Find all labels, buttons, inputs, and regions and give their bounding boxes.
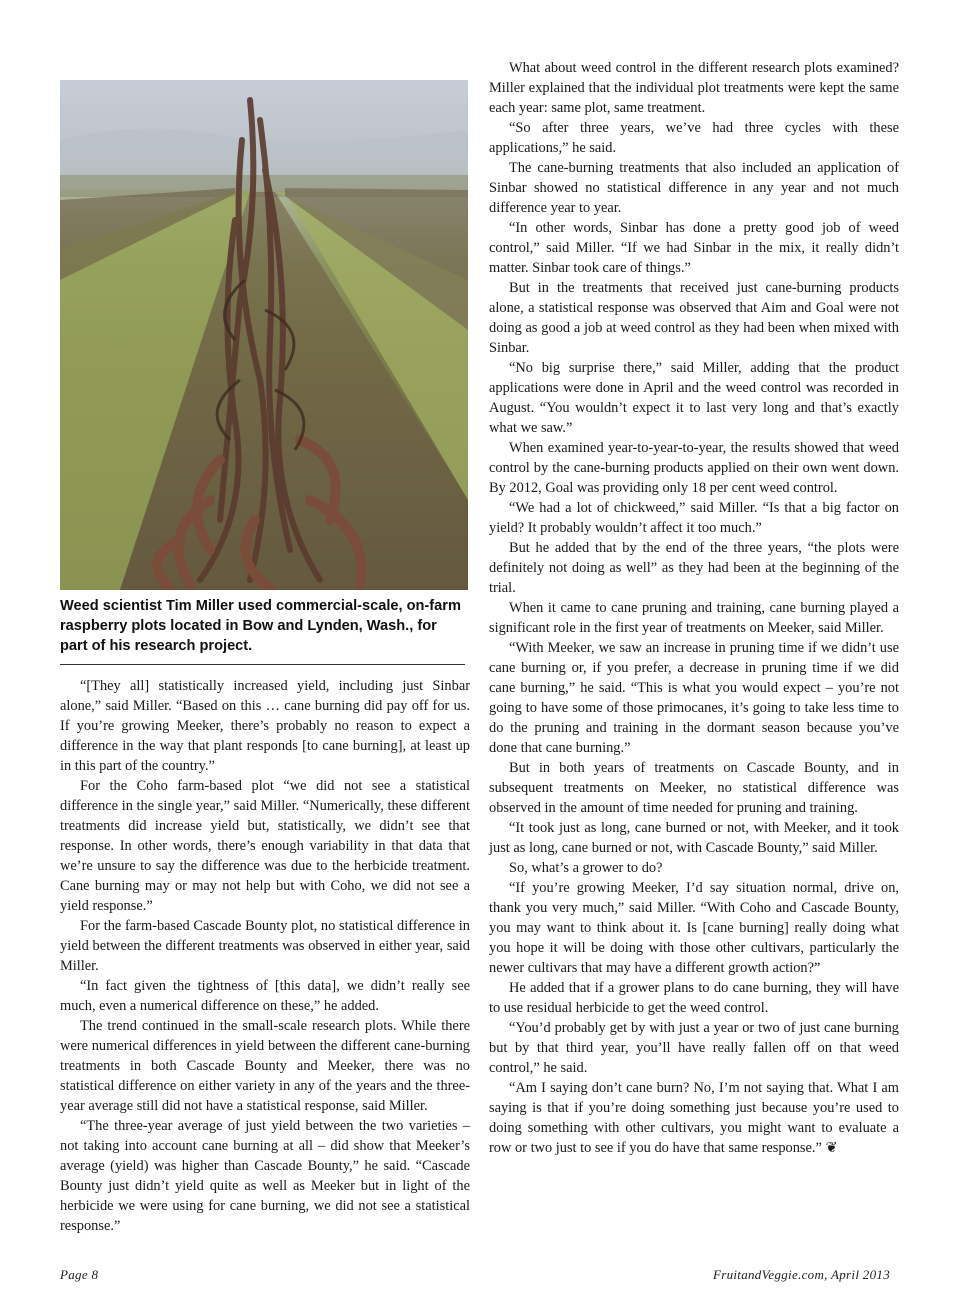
paragraph: “Am I saying don’t cane burn? No, I’m not saying that. What I am saying is that if you’re doing something just because you’re used to doing something with other cultivars, you might want to evaluate a row or two just to see if you do have that same response.” ❦ xyxy=(489,1080,899,1156)
paragraph: But in both years of treatments on Cascade Bounty, and in subsequent treatments on Meeker, no statistical difference was observed in the amount of time needed for pruning and training. xyxy=(489,760,899,816)
photo-caption: Weed scientist Tim Miller used commercial-scale, on-farm raspberry plots located in Bow and Lynden, Wash., for part of his research project. xyxy=(60,598,461,654)
left-column xyxy=(60,676,470,1236)
paragraph: “It took just as long, cane burned or not, with Meeker, and it took just as long, cane burned or not, with Cascade Bounty,” said Miller. xyxy=(489,820,899,856)
paragraph: “So after three years, we’ve had three cycles with these applications,” he said. xyxy=(489,120,899,156)
paragraph: The trend continued in the small-scale research plots. While there were numerical differences in yield between the different cane-burning treatments in both Cascade Bounty and Meeker, there was no statistical difference on either variety in any of the years and the three-year average still did not have a statistical response, said Miller. xyxy=(60,1018,470,1114)
paragraph: When it came to cane pruning and training, cane burning played a significant role in the first year of treatments on Meeker, said Miller. xyxy=(489,600,899,636)
paragraph: So, what’s a grower to do? xyxy=(509,860,663,876)
paragraph: “In fact given the tightness of [this data], we didn’t really see much, even a numerical difference on these,” he added. xyxy=(60,978,470,1014)
paragraph: “In other words, Sinbar has done a pretty good job of weed control,” said Miller. “If we had Sinbar in the mix, it really didn’t matter. Sinbar took care of things.” xyxy=(489,220,899,276)
paragraph: “[They all] statistically increased yield, including just Sinbar alone,” said Miller. “Based on this … cane burning did pay off for us. If you’re growing Meeker, there’s probably no reason to expect a difference in the way that plant responds [to cane burning], at least up in this part of the country.” xyxy=(60,678,470,774)
paragraph: “With Meeker, we saw an increase in pruning time if we didn’t use cane burning or, if you prefer, a decrease in pruning time if we did cane burning,” he said. “This is what you would expect – you’re not going to have some of those primocanes, it’s going to take less time to do the pruning and training in the dormant season because you’ve done that cane burning.” xyxy=(489,640,899,756)
paragraph: What about weed control in the different research plots examined? Miller explained that the individual plot treatments were kept the same each year: same plot, same treatment. xyxy=(489,60,899,116)
paragraph: For the farm-based Cascade Bounty plot, no statistical difference in yield between the different treatments was observed in either year, said Miller. xyxy=(60,918,470,974)
paragraph: “You’d probably get by with just a year or two of just cane burning but by that third year, you’ll have really fallen off on that weed control,” he said. xyxy=(489,1020,899,1076)
paragraph: “If you’re growing Meeker, I’d say situation normal, drive on, thank you very much,” said Miller. “With Coho and Cascade Bounty, you may want to think about it. Is [cane burning] really doing what you hope it will be doing with those other cultivars, particularly the newer cultivars that may have a different growth action?” xyxy=(489,880,899,976)
paragraph: When examined year-to-year-to-year, the results showed that weed control by the cane-burning products applied on their own went down. By 2012, Goal was providing only 18 per cent weed control. xyxy=(489,440,899,496)
paragraph: But he added that by the end of the three years, “the plots were definitely not doing as well” as they had been at the beginning of the trial. xyxy=(489,540,899,596)
paragraph: The cane-burning treatments that also included an application of Sinbar showed no statistical difference in any year and not much difference year to year. xyxy=(489,160,899,216)
caption-divider xyxy=(60,664,465,665)
publication-line: FruitandVeggie.com, April 2013 xyxy=(712,1267,890,1282)
paragraph: He added that if a grower plans to do cane burning, they will have to use residual herbicide to get the weed control. xyxy=(489,980,899,1016)
paragraph: “We had a lot of chickweed,” said Miller. “Is that a big factor on yield? It probably wouldn’t affect it too much.” xyxy=(489,500,899,536)
page-number: Page 8 xyxy=(60,1267,99,1282)
paragraph: “No big surprise there,” said Miller, adding that the product applications were done in April and the weed control was recorded in August. “You wouldn’t expect it to last very long and that’s exactly what we saw.” xyxy=(489,360,899,436)
paragraph: But in the treatments that received just cane-burning products alone, a statistical response was observed that Aim and Goal were not doing as good a job at weed control as they had been when mixed with Sinbar. xyxy=(489,280,899,356)
right-column xyxy=(489,58,899,1158)
raspberry-field-photo xyxy=(60,80,468,590)
paragraph: “The three-year average of just yield between the two varieties – not taking into account cane burning at all – did show that Meeker’s average (yield) was higher than Cascade Bounty,” he said. “Cascade Bounty just didn’t yield quite as well as Meeker but in light of the herbicide we were using for cane burning, we did not see a statistical response.” xyxy=(60,1118,470,1234)
paragraph: For the Coho farm-based plot “we did not see a statistical difference in the single year,” said Miller. “Numerically, these different treatments did increase yield but, statistically, we didn’t see that response. In other words, there’s enough variability in that data that we’re unsure to say the difference was due to the herbicide treatment. Cane burning may or may not help but with Coho, we did not see a yield response.” xyxy=(60,778,470,914)
